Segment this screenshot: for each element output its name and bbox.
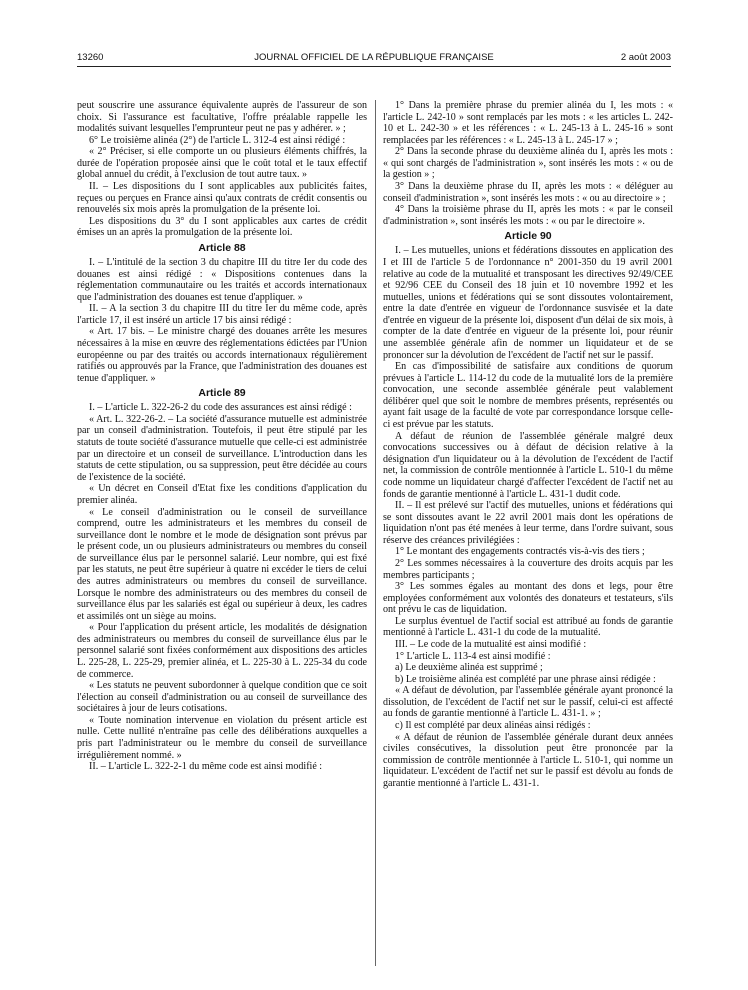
paragraph: I. – Les mutuelles, unions et fédérations dissoutes en application des I et III de l'article 5 de l'ordonnance n° 2001-350 du 19 avril 2001 relative au code de la mutualité et transposant les directives 92/49/CEE et 92/96 CEE du Conseil des 18 juin et 10 novembre 1992 et les mutuelles, unions et fédérations qui se sont dissoutes volontairement, entre la date d'entrée en vigueur de l'ordonnance susvisée et la date d'entrée en vigueur de la présente loi, disposent d'un délai de six mois, à compter de la date d'entrée en vigueur de la présente loi, pour réunir une assemblée générale afin de nommer un liquidateur et de se prononcer sur la dévolution de l'excédent de l'actif net sur le passif.	[383, 245, 673, 361]
paragraph: 3° Les sommes égales au montant des dons et legs, pour être employées conformément aux volontés des donateurs et testateurs, s'ils ont prévu le cas de liquidation.	[383, 581, 673, 616]
paragraph: 1° L'article L. 113-4 est ainsi modifié :	[395, 650, 551, 662]
publication-date: 2 août 2003	[620, 52, 671, 63]
paragraph: 1° Le montant des engagements contractés vis-à-vis des tiers ;	[395, 546, 645, 558]
paragraph: « Art. L. 322-26-2. – La société d'assurance mutuelle est administrée par un conseil d'administration. Toutefois, il peut être stipulé par les statuts de toute société d'assurance mutuelle que celle-ci est administrée par un directoire et un conseil de surveillance. L'introduction dans les statuts de cette stipulation, ou sa suppression, peut être décidée au cours de l'existence de la société.	[77, 413, 367, 483]
paragraph: Les dispositions du 3° du I sont applicables aux cartes de crédit émises un an après la promulgation de la présente loi.	[77, 215, 367, 239]
page-number: 13260	[77, 52, 104, 63]
paragraph: « Toute nomination intervenue en violation du présent article est nulle. Cette nullité n'entraîne pas celle des délibérations auxquelles a pris part l'administrateur ou le membre du conseil de surveillance irrégulièrement nommé. »	[77, 714, 367, 761]
paragraph: 2° Les sommes nécessaires à la couverture des droits acquis par les membres participants ;	[383, 557, 673, 581]
paragraph: « Le conseil d'administration ou le conseil de surveillance comprend, outre les administrateurs et les membres du conseil de surveillance dont le nombre et le mode de désignation sont prévus par le présent code, un ou plusieurs administrateurs ou membres du conseil de surveillance élus par le personnel salarié. Leur nombre, qui est fixé par les statuts, ne peut être supérieur à quatre ni excéder le tiers de celui des autres administrateurs ou membres du conseil de surveillance. Lorsque le nombre des administrateurs ou des membres du conseil de surveillance élus par les salariés est égal ou supérieur à deux, les cadres et assimilés ont un siège au moins.	[77, 506, 367, 622]
paragraph: A défaut de réunion de l'assemblée générale malgré deux convocations successives ou à défaut de décision relative à la désignation d'un liquidateur ou à la dévolution de l'excédent de l'actif net, la commission de contrôle mentionnée à l'article L. 510-1 du même code nomme un liquidateur chargé d'affecter l'excédent de l'actif net au fonds de garantie mentionné à l'article L. 431-1 dudit code.	[383, 430, 673, 500]
paragraph: Le surplus éventuel de l'actif social est attribué au fonds de garantie mentionné à l'article L. 431-1 du code de la mutualité.	[383, 615, 673, 639]
paragraph: « A défaut de réunion de l'assemblée générale durant deux années civiles consécutives, la dissolution peut être prononcée par la commission de contrôle mentionnée à l'article L. 510-1, qui nomme un liquidateur. L'excédent de l'actif net sur le passif est dévolu au fonds de garantie mentionné à l'article L. 431-1.	[383, 731, 673, 789]
column-separator	[375, 100, 376, 966]
paragraph: I. – L'article L. 322-26-2 du code des assurances est ainsi rédigé :	[89, 402, 352, 414]
paragraph: II. – Il est prélevé sur l'actif des mutuelles, unions et fédérations qui se sont dissoutes avant le 22 avril 2001 mais dont les opérations de liquidation n'ont pas été menées à leur terme, dans l'ordre suivant, sous réserve des créances privilégiées :	[383, 500, 673, 546]
paragraph: peut souscrire une assurance équivalente auprès de l'assureur de son choix. Si l'assurance est facultative, l'offre préalable rappelle les modalités suivant lesquelles l'emprunteur peut ne pas y adhérer. » ;	[77, 100, 367, 135]
article-heading: Article 88	[198, 241, 246, 254]
paragraph: b) Le troisième alinéa est complété par une phrase ainsi rédigée :	[395, 673, 656, 685]
paragraph: « Pour l'application du présent article, les modalités de désignation des administrateurs ou membres du conseil de surveillance élus par le personnel salarié sont fixées conformément aux dispositions des articles L. 225-28, L. 225-29, premier alinéa, et L. 225-30 à L. 225-34 du code de commerce.	[77, 622, 367, 680]
article-heading: Article 89	[198, 387, 246, 400]
paragraph: II. – Les dispositions du I sont applicables aux publicités faites, reçues ou perçues en France ainsi qu'aux contrats de crédit consentis ou renouvelés six mois après la promulgation de la présente loi.	[77, 181, 367, 216]
paragraph: III. – Le code de la mutualité est ainsi modifié :	[395, 639, 587, 651]
page-header	[77, 52, 671, 66]
paragraph: 6° Le troisième alinéa (2°) de l'article L. 312-4 est ainsi rédigé :	[89, 134, 346, 146]
paragraph: 1° Dans la première phrase du premier alinéa du I, les mots : « l'article L. 242-10 » sont remplacés par les mots : « les articles L. 242-10 et L. 242-30 » et les références : « L. 245-13 à L. 245-16 » sont remplacées par les références : « L. 245-13 à L. 245-17 » ;	[383, 100, 673, 146]
paragraph: c) Il est complété par deux alinéas ainsi rédigés :	[395, 720, 591, 732]
paragraph: 4° Dans la troisième phrase du II, après les mots : « par le conseil d'administration », sont insérés les mots : « ou par le directoire ».	[383, 204, 673, 227]
left-column	[77, 100, 367, 972]
header-rule	[77, 66, 671, 67]
journal-title: JOURNAL OFFICIEL DE LA RÉPUBLIQUE FRANÇAISE	[254, 52, 494, 63]
paragraph: « Art. 17 bis. – Le ministre chargé des douanes arrête les mesures nécessaires à la mise en œuvre des réglementations édictées par l'Union européenne ou par des traités ou accords internationaux régulièrement ratifiés ou approuvés par la France, que l'administration des douanes est tenue d'appliquer. »	[77, 326, 367, 384]
paragraph: I. – L'intitulé de la section 3 du chapitre III du titre Ier du code des douanes est ainsi rédigé : « Dispositions contenues dans la réglementation communautaire ou les traités et accords internationaux que l'administration des douanes est tenue d'appliquer. »	[77, 256, 367, 303]
paragraph: II. – L'article L. 322-2-1 du même code est ainsi modifié :	[89, 761, 323, 773]
paragraph: « Un décret en Conseil d'Etat fixe les conditions d'application du premier alinéa.	[77, 483, 367, 506]
paragraph: II. – A la section 3 du chapitre III du titre Ier du même code, après l'article 17, il est inséré un article 17 bis ainsi rédigé :	[77, 303, 367, 326]
article-heading: Article 90	[504, 230, 552, 243]
paragraph: 3° Dans la deuxième phrase du II, après les mots : « déléguer au conseil d'administration », sont insérés les mots : « ou au directoire » ;	[383, 181, 673, 204]
paragraph: 2° Dans la seconde phrase du deuxième alinéa du I, après les mots : « qui sont chargés de l'administration », sont insérés les mots : « ou de la gestion » ;	[383, 146, 673, 181]
paragraph: En cas d'impossibilité de satisfaire aux conditions de quorum prévues à l'article L. 114-12 du code de la mutualité lors de la première convocation, une seconde assemblée générale peut valablement délibérer quel que soit le nombre de membres présents, représentés ou ayant fait usage de la faculté de vote par correspondance lorsque celle-ci est prévue par les statuts.	[383, 361, 673, 431]
paragraph: a) Le deuxième alinéa est supprimé ;	[395, 662, 543, 674]
paragraph: « A défaut de dévolution, par l'assemblée générale ayant prononcé la dissolution, de l'excédent de l'actif net sur le passif, celui-ci est affecté au fonds de garantie mentionné à l'article L. 431-1. » ;	[383, 685, 673, 720]
right-column	[383, 100, 673, 972]
paragraph: « 2° Préciser, si elle comporte un ou plusieurs éléments chiffrés, la durée de l'opération proposée ainsi que le coût total et le taux effectif global annuel du crédit, à l'exclusion de tout autre taux. »	[77, 146, 367, 181]
paragraph: « Les statuts ne peuvent subordonner à quelque condition que ce soit l'élection au conseil d'administration ou au conseil de surveillance des sociétaires à jour de leurs cotisations.	[77, 680, 367, 715]
